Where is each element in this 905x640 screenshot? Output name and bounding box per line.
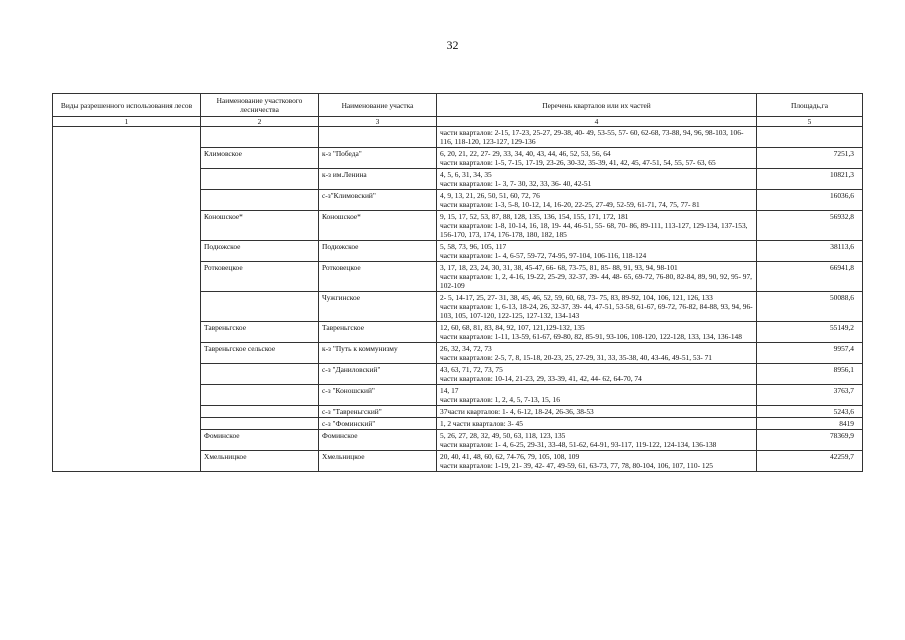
column-number: 2 [201,117,319,127]
full-quarters-text: 14, 17 [440,386,459,395]
use-type-cell [53,127,201,472]
full-quarters-text: 1, 2 части кварталов: 3- 45 [440,419,523,428]
partial-quarters-text: части кварталов: 1-5, 7-15, 17-19, 23-26, 30-32, 35-39, 41, 42, 45, 47-51, 54, 55, 57- 63, 65 [440,158,716,167]
partial-quarters-text: части кварталов: 1- 4, 6-57, 59-72, 74-95, 97-104, 106-116, 118-124 [440,251,647,260]
area-cell: 66941,8 [757,262,863,292]
full-quarters-text: 5, 26, 27, 28, 32, 49, 50, 63, 118, 123, 135 [440,431,566,440]
area-cell: 5243,6 [757,406,863,418]
forestry-cell [201,418,319,430]
quarters-cell [437,241,757,262]
forestry-cell: Климовское [201,148,319,169]
partial-quarters-text: части кварталов: 1- 3, 7- 30, 32, 33, 36- 40, 42-51 [440,179,592,188]
header-area: Площадь,га [757,94,863,117]
partial-quarters-text: части кварталов: 1- 4, 6-25, 29-31, 33-48, 51-62, 64-91, 93-117, 119-122, 124-134, 136-138 [440,440,717,449]
partial-quarters-text: части кварталов: 1, 2, 4, 5, 7-13, 15, 16 [440,395,560,404]
column-number-row [53,117,863,127]
partial-quarters-text: части кварталов: 10-14, 21-23, 29, 33-39, 41, 42, 44- 62, 64-70, 74 [440,374,642,383]
quarters-cell [437,211,757,241]
site-cell: Чужгинское [319,292,437,322]
forest-use-table [52,93,863,472]
header-row [53,94,863,117]
site-cell: с-з "Коношский" [319,385,437,406]
site-cell: с-з"Климовский" [319,190,437,211]
site-cell: Подюжское [319,241,437,262]
forestry-cell [201,406,319,418]
site-cell [319,127,437,148]
site-cell: к-з им.Ленина [319,169,437,190]
column-number: 3 [319,117,437,127]
area-cell [757,127,863,148]
table-body [53,127,863,472]
forestry-cell: Подюжское [201,241,319,262]
forest-use-table-container [52,93,862,472]
area-cell: 8419 [757,418,863,430]
full-quarters-text: 12, 60, 68, 81, 83, 84, 92, 107, 121,129-132, 135 [440,323,585,332]
forestry-cell: Ротковецкое [201,262,319,292]
site-cell: к-з "Путь к коммунизму [319,343,437,364]
column-number: 5 [757,117,863,127]
quarters-cell [437,364,757,385]
area-cell: 7251,3 [757,148,863,169]
partial-quarters-text: части кварталов: 1-11, 13-59, 61-67, 69-80, 82, 85-91, 93-106, 108-120, 122-128, 133, 134, 136-148 [440,332,742,341]
partial-quarters-text: части кварталов: 2-5, 7, 8, 15-18, 20-23, 25, 27-29, 31, 33, 35-38, 40, 43-46, 49-51, 53- 71 [440,353,712,362]
partial-quarters-text: части кварталов: 1, 6-13, 18-24, 26, 32-37, 39- 44, 47-51, 53-58, 61-67, 69-72, 76-82, 84-88, 93, 94, 96-103, 105, 107-120, 122-125, 127-132, 134-143 [440,302,753,320]
area-cell: 16036,6 [757,190,863,211]
area-cell: 8956,1 [757,364,863,385]
quarters-cell [437,343,757,364]
forestry-cell [201,292,319,322]
site-cell: с-з "Тавреньгский" [319,406,437,418]
quarters-cell [437,190,757,211]
full-quarters-text: 9, 15, 17, 52, 53, 87, 88, 128, 135, 136, 154, 155, 171, 172, 181 [440,212,629,221]
header-quarters-list: Перечень кварталов или их частей [437,94,757,117]
column-number: 1 [53,117,201,127]
quarters-cell [437,148,757,169]
forestry-cell: Тавреньгское [201,322,319,343]
area-cell: 9957,4 [757,343,863,364]
forestry-cell: Коношское* [201,211,319,241]
full-quarters-text: 3, 17, 18, 23, 24, 30, 31, 38, 45-47, 66- 68, 73-75, 81, 85- 88, 91, 93, 94, 98-101 [440,263,678,272]
full-quarters-text: 37части кварталов: 1- 4, 6-12, 18-24, 26-36, 38-53 [440,407,594,416]
site-cell: Коношское* [319,211,437,241]
full-quarters-text: 4, 9, 13, 21, 26, 50, 51, 60, 72, 76 [440,191,540,200]
partial-quarters-text: части кварталов: 1-19, 21- 39, 42- 47, 49-59, 61, 63-73, 77, 78, 80-104, 106, 107, 110- 125 [440,461,713,470]
partial-quarters-text: части кварталов: 2-15, 17-23, 25-27, 29-38, 40- 49, 53-55, 57- 60, 62-68, 73-88, 94, 96, 98-103, 106-116, 118-120, 123-127, 129-136 [440,128,744,146]
full-quarters-text: 6, 20, 21, 22, 27- 29, 33, 34, 40, 43, 44, 46, 52, 53, 56, 64 [440,149,611,158]
site-cell: Ротковецкое [319,262,437,292]
quarters-cell [437,418,757,430]
area-cell: 38113,6 [757,241,863,262]
forestry-cell: Фоминское [201,430,319,451]
quarters-cell [437,127,757,148]
site-cell: к-з "Победа" [319,148,437,169]
site-cell: с-з "Фоминский" [319,418,437,430]
full-quarters-text: 26, 32, 34, 72, 73 [440,344,492,353]
forestry-cell: Хмельницкое [201,451,319,472]
area-cell: 3763,7 [757,385,863,406]
area-cell: 56932,8 [757,211,863,241]
forestry-cell: Тавреньгское сельское [201,343,319,364]
quarters-cell [437,169,757,190]
quarters-cell [437,262,757,292]
forestry-cell [201,190,319,211]
forestry-cell [201,127,319,148]
site-cell: с-з "Даниловский" [319,364,437,385]
site-cell: Фоминское [319,430,437,451]
partial-quarters-text: части кварталов: 1-3, 5-8, 10-12, 14, 16-20, 22-25, 27-49, 52-59, 61-71, 74, 75, 77- 81 [440,200,700,209]
page-number: 32 [446,38,459,52]
full-quarters-text: 5, 58, 73, 96, 105, 117 [440,242,507,251]
header-forestry-name: Наименование участкового лесничества [201,94,319,117]
full-quarters-text: 43, 63, 71, 72, 73, 75 [440,365,503,374]
quarters-cell [437,322,757,343]
site-cell: Тавреньгское [319,322,437,343]
partial-quarters-text: части кварталов: 1, 2, 4-16, 19-22, 25-29, 32-37, 39- 44, 48- 65, 69-72, 76-80, 82-84, 89, 90, 92, 95- 97, 102-109 [440,272,753,290]
partial-quarters-text: части кварталов: 1-8, 10-14, 16, 18, 19- 44, 46-51, 55- 68, 70- 86, 89-111, 113-127, 129-134, 137-153, 156-170, 173, 174, 176-178, 180, 182, 185 [440,221,748,239]
quarters-cell [437,406,757,418]
area-cell: 50088,6 [757,292,863,322]
quarters-cell [437,451,757,472]
forestry-cell [201,364,319,385]
header-site-name: Наименование участка [319,94,437,117]
header-use-type: Виды разрешенного использования лесов [53,94,201,117]
area-cell: 78369,9 [757,430,863,451]
area-cell: 42259,7 [757,451,863,472]
quarters-cell [437,385,757,406]
full-quarters-text: 4, 5, 6, 31, 34, 35 [440,170,492,179]
table-row [53,127,863,148]
full-quarters-text: 20, 40, 41, 48, 60, 62, 74-76, 79, 105, 108, 109 [440,452,580,461]
full-quarters-text: 2- 5, 14-17, 25, 27- 31, 38, 45, 46, 52, 59, 60, 68, 73- 75, 83, 89-92, 104, 106, 121, 126, 133 [440,293,713,302]
forestry-cell [201,385,319,406]
quarters-cell [437,430,757,451]
column-number: 4 [437,117,757,127]
area-cell: 10821,3 [757,169,863,190]
quarters-cell [437,292,757,322]
forestry-cell [201,169,319,190]
area-cell: 55149,2 [757,322,863,343]
site-cell: Хмельницкое [319,451,437,472]
